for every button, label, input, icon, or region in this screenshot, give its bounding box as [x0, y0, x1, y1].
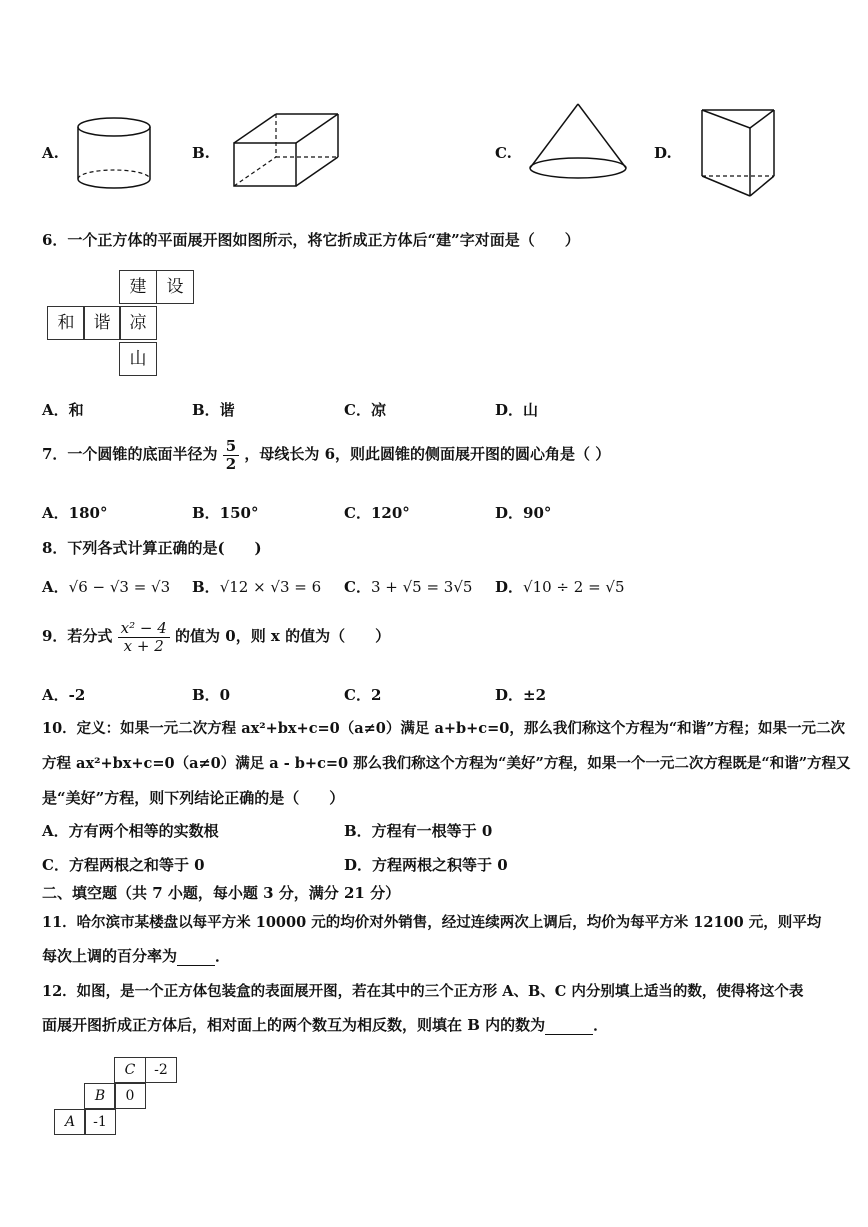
- q11-line2-end: ．: [215, 947, 231, 965]
- q8-option-d-label: D．: [495, 578, 524, 596]
- q9-stem: [42, 620, 390, 654]
- q8-option-b-expr: √12 × √3 = 6: [219, 578, 322, 596]
- net-cell-a: A: [54, 1109, 86, 1135]
- cuboid-figure: [228, 108, 348, 192]
- q5-option-b: B.: [192, 144, 210, 162]
- q5-option-a: A.: [42, 144, 59, 162]
- q11-line2-text: 每次上调的百分率为: [42, 947, 178, 965]
- q8-option-b-label: B．: [192, 578, 220, 596]
- q6-option-c: C．凉: [344, 401, 386, 419]
- q7-fraction: [223, 438, 239, 472]
- q5-option-d: D.: [654, 144, 672, 162]
- q9-option-d: D．±2: [495, 686, 547, 704]
- q12-answer-blank[interactable]: [545, 1016, 593, 1035]
- q6-option-a: A．和: [42, 401, 84, 419]
- q8-option-c-expr: 3 + √5 = 3√5: [370, 578, 473, 596]
- q9-fraction: [118, 620, 170, 654]
- q8-option-d: [495, 576, 625, 597]
- q8-option-c: [344, 576, 472, 597]
- net-cell-she: 设: [156, 270, 194, 304]
- cylinder-figure: [72, 115, 156, 191]
- q8-option-a: [42, 576, 170, 597]
- q7-stem: [42, 438, 610, 472]
- net-cell-liang: 凉: [119, 306, 157, 340]
- net-cell-xie: 谐: [83, 306, 121, 340]
- q8-option-a-label: A．: [42, 578, 69, 596]
- q7-option-c: C．120°: [344, 504, 410, 522]
- q12-line1: 12．如图，是一个正方体包装盒的表面展开图，若在其中的三个正方形 A、B、C 内分别填上适当的数，使得将这个表: [42, 983, 804, 1000]
- q7-stem-part1: 7．一个圆锥的底面半径为: [42, 445, 218, 463]
- q10-option-c: C．方程两根之和等于 0: [42, 856, 205, 874]
- q9-option-c: C．2: [344, 686, 382, 704]
- q8-option-b: [192, 576, 321, 597]
- net-cell-zero: 0: [114, 1083, 146, 1109]
- cone-figure: [526, 100, 630, 186]
- prism-figure: [698, 106, 784, 202]
- q9-frac-num: x² − 4: [118, 620, 170, 638]
- q11-line1: 11．哈尔滨市某楼盘以每平方米 10000 元的均价对外销售，经过连续两次上调后，均价为每平方米 12100 元，则平均: [42, 914, 822, 931]
- q6-option-d: D．山: [495, 401, 539, 419]
- net-cell-minus1: -1: [84, 1109, 116, 1135]
- net-cell-minus2: -2: [145, 1057, 177, 1083]
- q11-line2: [42, 945, 230, 966]
- q7-option-d: D．90°: [495, 504, 552, 522]
- net-cell-he: 和: [47, 306, 85, 340]
- q5-option-c: C.: [495, 144, 512, 162]
- q6-option-b: B．谐: [192, 401, 235, 419]
- q7-stem-part2: ，母线长为 6，则此圆锥的侧面展开图的圆心角是（ ）: [244, 445, 611, 463]
- q6-stem: 6．一个正方体的平面展开图如图所示，将它折成正方体后“建”字对面是（ ）: [42, 231, 580, 249]
- q10-option-b: B．方程有一根等于 0: [344, 822, 493, 840]
- q10-line2: 方程 ax²+bx+c=0（a≠0）满足 a - b+c=0 那么我们称这个方程为“美好”方程，如果一个一元二次方程既是“和谐”方程又: [42, 755, 851, 772]
- q8-option-a-expr: √6 − √3 = √3: [68, 578, 171, 596]
- q7-option-b: B．150°: [192, 504, 259, 522]
- q12-line2: [42, 1014, 608, 1035]
- q10-line1: 10．定义：如果一元二次方程 ax²+bx+c=0（a≠0）满足 a+b+c=0，那么我们称这个方程为“和谐”方程；如果一元二次: [42, 720, 846, 737]
- q7-frac-num: 5: [223, 438, 239, 456]
- q7-frac-den: 2: [225, 454, 237, 473]
- q8-option-d-expr: √10 ÷ 2 = √5: [523, 578, 625, 596]
- q9-option-b: B．0: [192, 686, 231, 704]
- q9-stem-part2: 的值为 0，则 x 的值为（ ）: [175, 627, 391, 645]
- section-2-heading: 二、填空题（共 7 小题，每小题 3 分，满分 21 分）: [42, 884, 401, 902]
- q10-option-d: D．方程两根之积等于 0: [344, 856, 508, 874]
- q9-stem-part1: 9．若分式: [42, 627, 113, 645]
- q10-line3: 是“美好”方程，则下列结论正确的是（ ）: [42, 789, 345, 807]
- q8-stem: 8．下列各式计算正确的是( ): [42, 539, 262, 557]
- net-cell-c: C: [114, 1057, 146, 1083]
- q12-line2-text: 面展开图折成正方体后，相对面上的两个数互为相反数，则填在 B 内的数为: [42, 1016, 546, 1034]
- q11-answer-blank[interactable]: [177, 947, 215, 966]
- net-cell-jian: 建: [119, 270, 157, 304]
- net-cell-b: B: [84, 1083, 116, 1109]
- q7-option-a: A．180°: [42, 504, 108, 522]
- q10-option-a: A．方有两个相等的实数根: [42, 822, 219, 840]
- q8-option-c-label: C．: [344, 578, 371, 596]
- q12-line2-end: ．: [593, 1016, 609, 1034]
- q9-frac-den: x + 2: [123, 636, 164, 655]
- q9-option-a: A．-2: [42, 686, 86, 704]
- net-cell-shan: 山: [119, 342, 157, 376]
